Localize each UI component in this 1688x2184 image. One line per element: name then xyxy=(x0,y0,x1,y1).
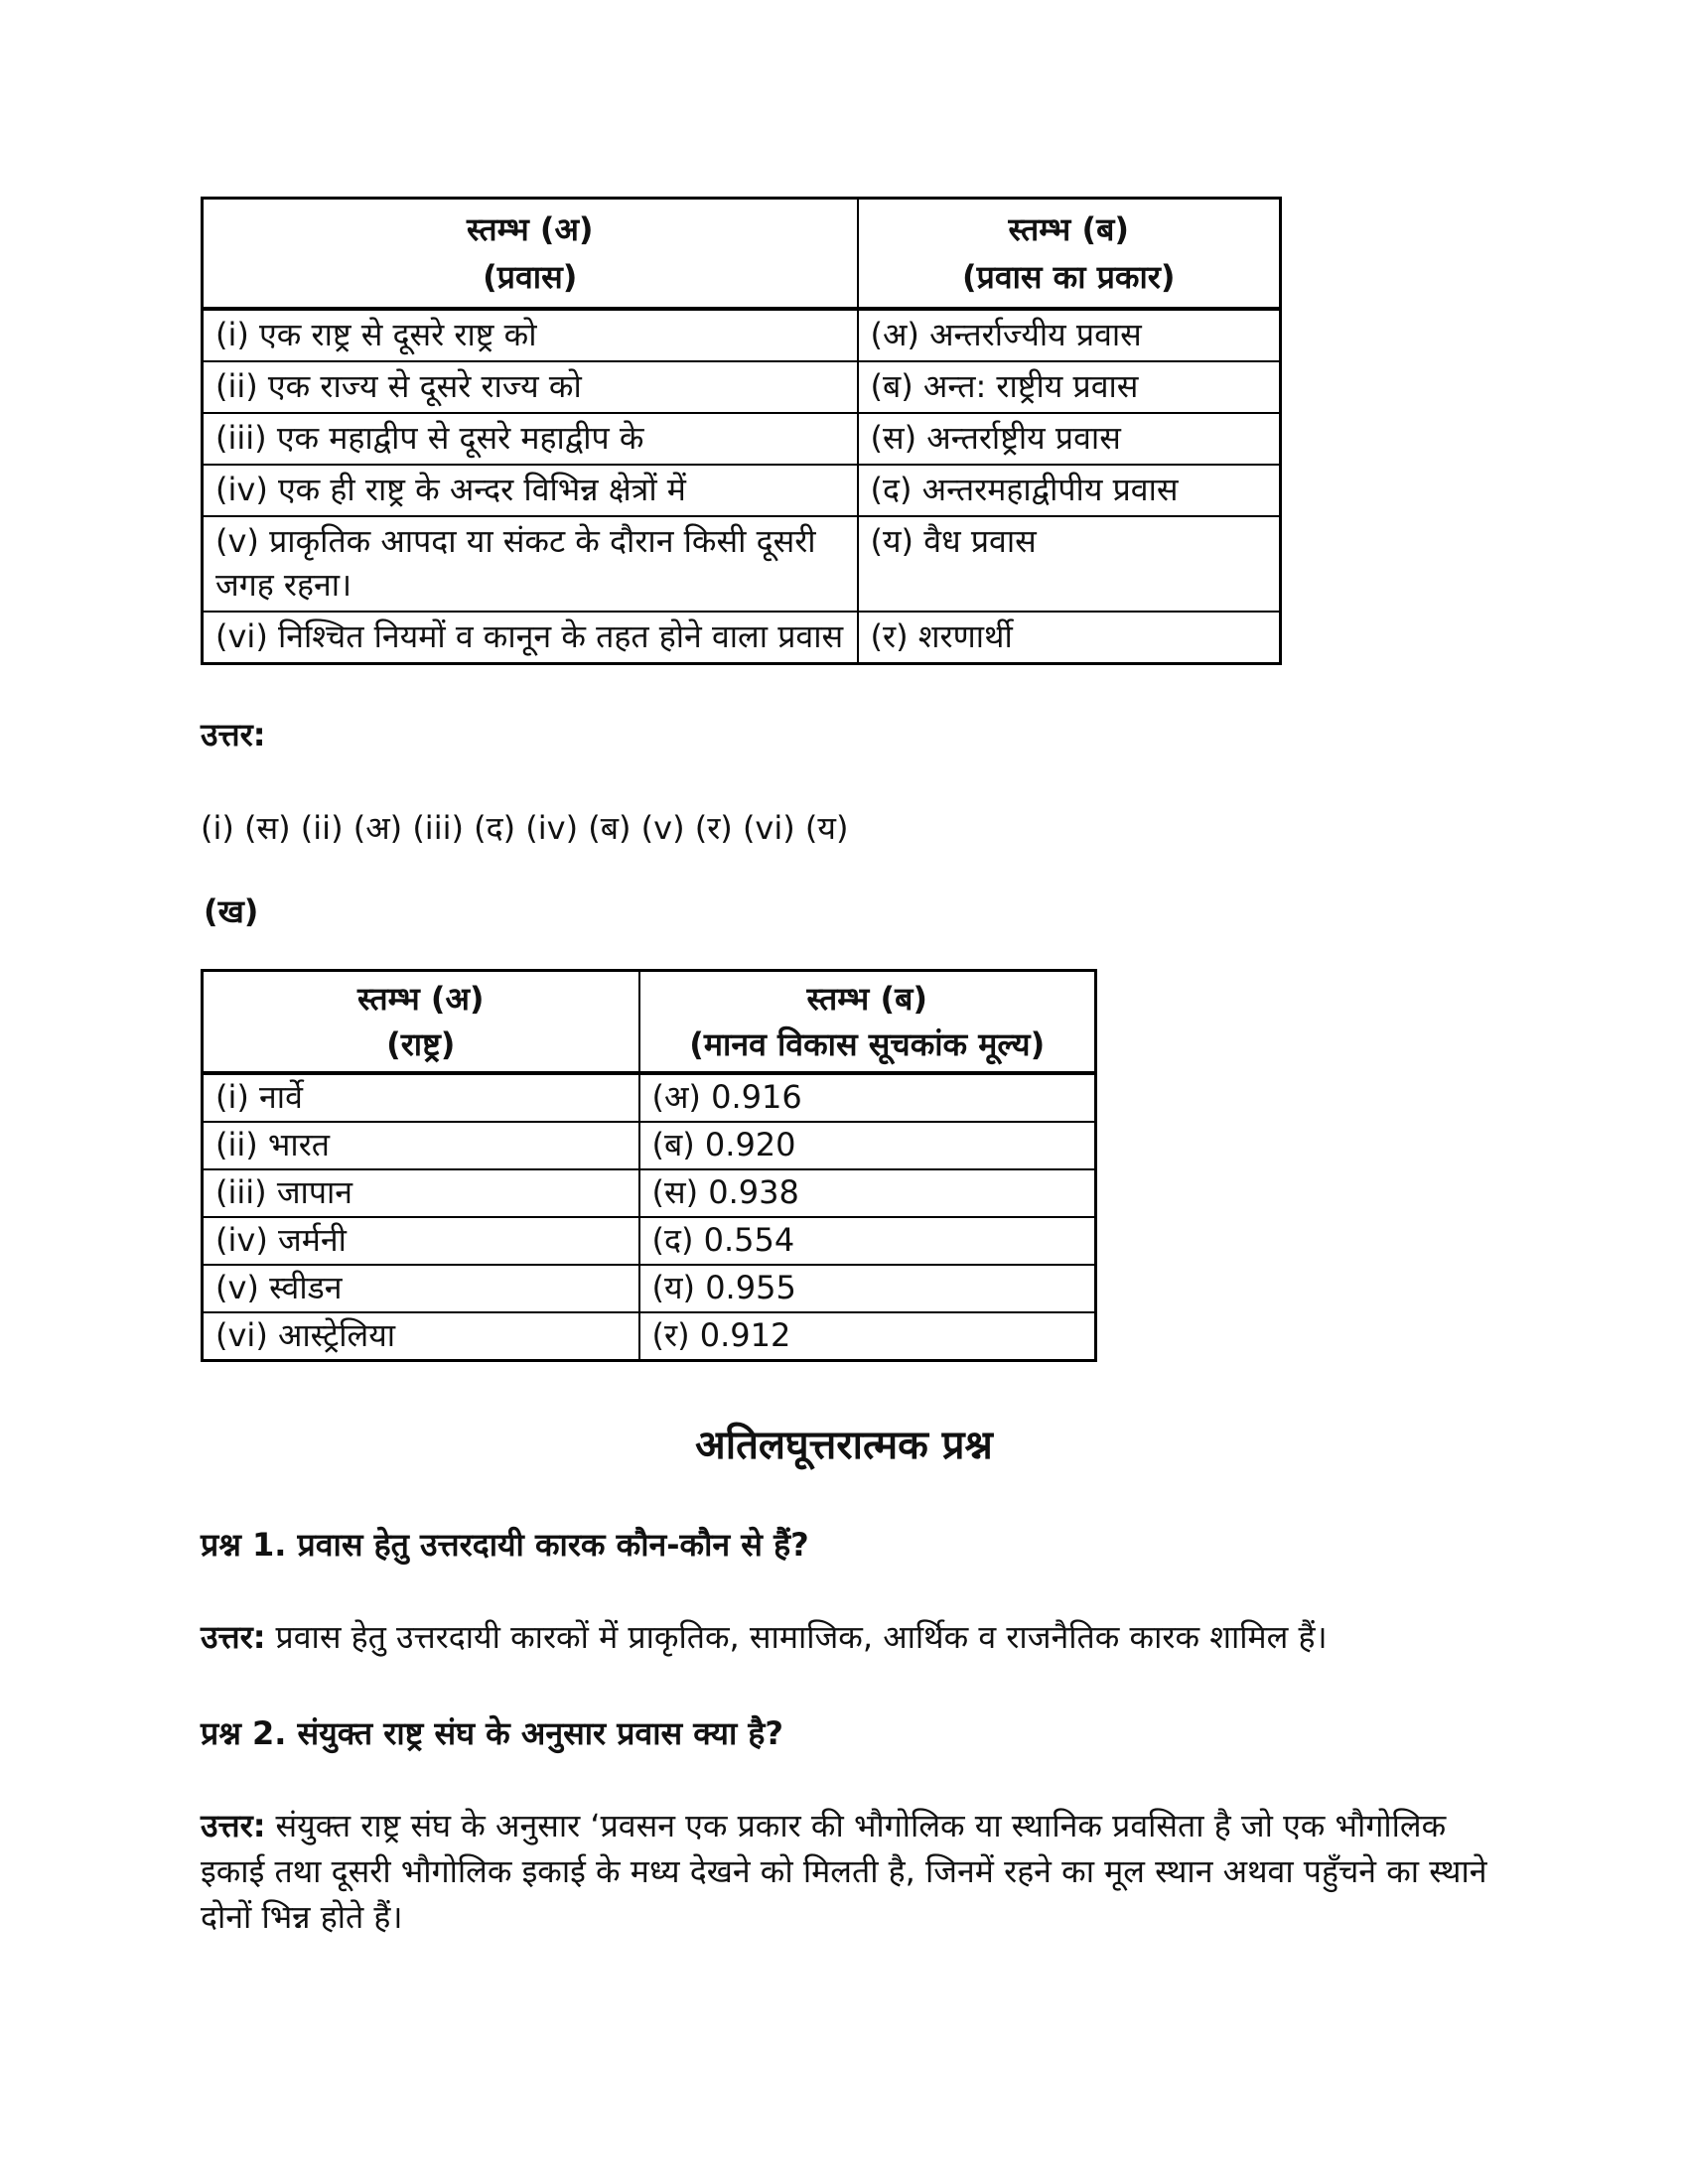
section-heading: अतिलघूत्तरात्मक प्रश्न xyxy=(695,1423,993,1468)
table-header-row xyxy=(203,199,1281,310)
question-2: प्रश्न 2. संयुक्त राष्ट्र संघ के अनुसार प्रवास क्या है? xyxy=(201,1714,783,1752)
table-row xyxy=(203,1265,1096,1312)
hdi-match-table xyxy=(201,969,1097,1362)
table2-cell-a: (i) नार्वे xyxy=(203,1073,639,1122)
table1-cell-b: (स) अन्तर्राष्ट्रीय प्रवास xyxy=(858,413,1281,465)
table2-cell-a: (iii) जापान xyxy=(203,1169,639,1217)
table1-header-col-b xyxy=(858,199,1281,310)
answer-2 xyxy=(201,1803,1501,1940)
table1-cell-b: (ब) अन्त: राष्ट्रीय प्रवास xyxy=(858,361,1281,413)
answer-text: संयुक्त राष्ट्र संघ के अनुसार ‘प्रवसन एक प्रकार की भौगोलिक या स्थानिक प्रवसिता है जो एक भौगोलिक इकाई तथा दूसरी भौगोलिक इकाई के मध्य देखने को मिलती है, जिनमें रहने का मूल स्थान अथवा पहुँचने का स्थाने दोनों भिन्न होते हैं। xyxy=(201,1807,1487,1936)
migration-match-table xyxy=(201,197,1282,665)
table1-cell-a: (v) प्राकृतिक आपदा या संकट के दौरान किसी दूसरी जगह रहना। xyxy=(203,516,858,612)
table-row xyxy=(203,516,1281,612)
table-row xyxy=(203,612,1281,664)
table1-header-col-a xyxy=(203,199,858,310)
table-header-row xyxy=(203,971,1096,1074)
table2-cell-a: (iv) जर्मनी xyxy=(203,1217,639,1265)
table2-cell-a: (ii) भारत xyxy=(203,1122,639,1169)
header-line: स्तम्भ (ब) xyxy=(1008,210,1129,248)
table2-cell-a: (v) स्वीडन xyxy=(203,1265,639,1312)
table-row xyxy=(203,309,1281,361)
subsection-label-kha: (ख) xyxy=(204,892,259,930)
table1-cell-b: (र) शरणार्थी xyxy=(858,612,1281,664)
header-line: स्तम्भ (अ) xyxy=(466,210,594,248)
answer-text: प्रवास हेतु उत्तरदायी कारकों में प्राकृतिक, सामाजिक, आर्थिक व राजनैतिक कारक शामिल हैं। xyxy=(275,1618,1328,1656)
table2-cell-b: (ब) 0.920 xyxy=(639,1122,1096,1169)
answer-label: उत्तर: xyxy=(201,716,266,753)
table-row xyxy=(203,1312,1096,1361)
table2-cell-b: (य) 0.955 xyxy=(639,1265,1096,1312)
answer-label: उत्तर: xyxy=(201,1807,266,1844)
question-1: प्रश्न 1. प्रवास हेतु उत्तरदायी कारक कौन-कौन से हैं? xyxy=(201,1526,809,1564)
table2-header-col-a xyxy=(203,971,639,1074)
table2-cell-b: (अ) 0.916 xyxy=(639,1073,1096,1122)
table-row xyxy=(203,361,1281,413)
table1-cell-a: (iii) एक महाद्वीप से दूसरे महाद्वीप के xyxy=(203,413,858,465)
table-row xyxy=(203,1169,1096,1217)
table-row xyxy=(203,1217,1096,1265)
header-line: (प्रवास का प्रकार) xyxy=(962,258,1176,296)
table1-cell-a: (iv) एक ही राष्ट्र के अन्दर विभिन्न क्षेत्रों में xyxy=(203,465,858,516)
table1-cell-b: (अ) अन्तर्राज्यीय प्रवास xyxy=(858,309,1281,361)
header-line: स्तम्भ (ब) xyxy=(806,980,927,1018)
header-line: (मानव विकास सूचकांक मूल्य) xyxy=(689,1025,1046,1063)
table-row xyxy=(203,465,1281,516)
table2-header-col-b xyxy=(639,971,1096,1074)
table1-cell-a: (i) एक राष्ट्र से दूसरे राष्ट्र को xyxy=(203,309,858,361)
table-row xyxy=(203,1122,1096,1169)
answer-label: उत्तर: xyxy=(201,1618,266,1656)
table1-cell-b: (य) वैध प्रवास xyxy=(858,516,1281,612)
table2-cell-a: (vi) आस्ट्रेलिया xyxy=(203,1312,639,1361)
answer-sequence: (i) (स) (ii) (अ) (iii) (द) (iv) (ब) (v) (र) (vi) (य) xyxy=(201,809,849,847)
table1-cell-a: (vi) निश्चित नियमों व कानून के तहत होने वाला प्रवास xyxy=(203,612,858,664)
header-line: (प्रवास) xyxy=(483,258,578,296)
table2-cell-b: (र) 0.912 xyxy=(639,1312,1096,1361)
table2-cell-b: (स) 0.938 xyxy=(639,1169,1096,1217)
header-line: स्तम्भ (अ) xyxy=(356,980,485,1018)
table-row xyxy=(203,413,1281,465)
answer-1 xyxy=(201,1614,1501,1660)
header-line: (राष्ट्र) xyxy=(386,1025,456,1063)
table2-cell-b: (द) 0.554 xyxy=(639,1217,1096,1265)
table1-cell-b: (द) अन्तरमहाद्वीपीय प्रवास xyxy=(858,465,1281,516)
table1-cell-a: (ii) एक राज्य से दूसरे राज्य को xyxy=(203,361,858,413)
table-row xyxy=(203,1073,1096,1122)
